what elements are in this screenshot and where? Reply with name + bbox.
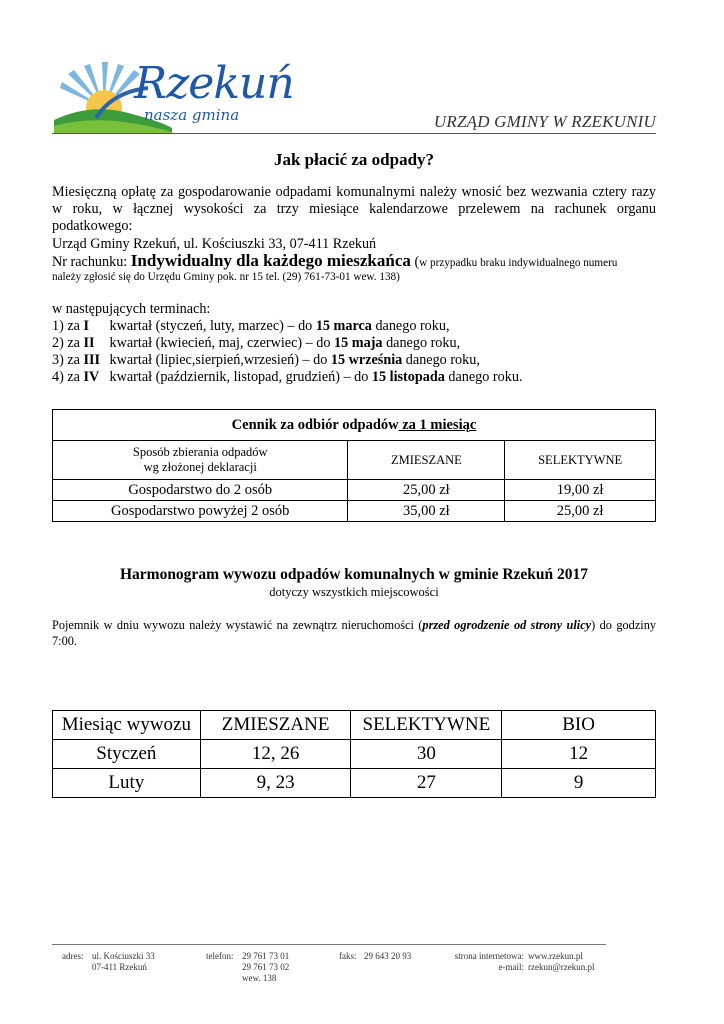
note-part-b: przed ogrodzenie od strony ulicy — [422, 618, 592, 632]
footer-address-label: adres: — [62, 951, 84, 961]
office-name: URZĄD GMINY W RZEKUNIU — [433, 112, 656, 131]
footer-web: www.rzekun.pl — [528, 951, 583, 961]
col-method-line1: Sposób zbierania odpadów — [132, 445, 268, 459]
term-line — [52, 318, 450, 335]
page-title: Jak płacić za odpady? — [273, 150, 435, 169]
schedule-subtitle: dotyczy wszystkich miejscowości — [269, 585, 439, 599]
account-note-2: należy zgłosić się do Urzędu Gminy pok. nr 15 tel. (29) 761-73-01 wew. 138) — [52, 271, 400, 283]
term-num: 1) za — [52, 318, 84, 334]
schedule-table — [52, 710, 656, 798]
cell-selective: 27 — [351, 769, 502, 798]
gmina-logo — [52, 58, 294, 134]
footer-phone-3: wew. 138 — [242, 973, 277, 983]
term-quarter: IV — [83, 369, 100, 385]
footer-phone-2: 29 761 73 02 — [242, 962, 290, 972]
col-month-header: Miesiąc wywozu — [53, 711, 201, 740]
note-part-c: ) do godziny 7:00. — [52, 618, 656, 648]
cell-mixed: 12, 26 — [200, 740, 351, 769]
cell-bio: 12 — [502, 740, 656, 769]
cell-month: Luty — [53, 769, 201, 798]
footer-address-1: ul. Kościuszki 33 — [92, 951, 155, 961]
term-suffix: danego roku, — [382, 335, 461, 351]
footer-phone-label: telefon: — [206, 951, 234, 961]
term-date: 15 września — [330, 352, 403, 368]
row-selective: 25,00 zł — [505, 501, 656, 522]
term-num: 4) za — [52, 369, 84, 385]
price-title-b: za 1 miesiąc — [398, 416, 477, 433]
schedule-title: Harmonogram wywozu odpadów komunalnych w gminie Rzekuń 2017 — [119, 566, 589, 583]
col-method-header — [53, 441, 348, 480]
table-row — [53, 501, 656, 522]
price-title-a: Cennik za odbiór odpadów — [231, 416, 399, 433]
term-months: kwartał (październik, listopad, grudzień) – do — [109, 369, 372, 385]
cell-mixed: 9, 23 — [200, 769, 351, 798]
col-bio-header: BIO — [502, 711, 656, 740]
table-row — [53, 740, 656, 769]
term-num: 2) za — [52, 335, 84, 351]
footer-web-label: strona internetowa: — [454, 951, 524, 961]
logo-wordmark: Rzekuń — [134, 58, 294, 109]
term-suffix: danego roku, — [371, 318, 450, 334]
office-address: Urząd Gminy Rzekuń, ul. Kościuszki 33, 07-411 Rzekuń — [52, 236, 377, 252]
col-selective-header: SELEKTYWNE — [505, 441, 656, 480]
footer-mail-label: e-mail: — [498, 962, 524, 972]
term-quarter: I — [83, 318, 90, 334]
term-suffix: danego roku, — [402, 352, 480, 368]
term-line — [52, 369, 522, 386]
col-mixed-header: ZMIESZANE — [348, 441, 505, 480]
account-paren: ( — [410, 254, 420, 270]
col-method-line2: wg złożonej deklaracji — [143, 460, 257, 474]
note-part-a: Pojemnik w dniu wywozu należy wystawić na zewnątrz nieruchomości ( — [52, 618, 423, 632]
term-date: 15 marca — [315, 318, 372, 334]
cell-month: Styczeń — [53, 740, 201, 769]
term-months: kwartał (styczeń, luty, marzec) – do — [109, 318, 316, 334]
intro-paragraph: Miesięczną opłatę za gospodarowanie odpadami komunalnymi należy wnosić bez wezwania cztery razy w roku, w łącznej wysokości za trzy miesiące kalendarzowe przelewem na rachunek organu podatkowego: — [52, 184, 656, 234]
footer-address-2: 07-411 Rzekuń — [92, 962, 147, 972]
cell-bio: 9 — [502, 769, 656, 798]
table-header-row — [53, 711, 656, 740]
row-mixed: 35,00 zł — [348, 501, 505, 522]
col-mixed-header: ZMIESZANE — [200, 711, 351, 740]
term-line — [52, 335, 460, 352]
footer-divider — [52, 944, 606, 945]
row-mixed: 25,00 zł — [348, 480, 505, 501]
table-row — [53, 480, 656, 501]
account-note-1: w przypadku braku indywidualnego numeru — [419, 257, 618, 269]
terms-intro: w następujących terminach: — [52, 301, 211, 317]
row-label: Gospodarstwo powyżej 2 osób — [53, 501, 348, 522]
term-quarter: II — [83, 335, 95, 351]
row-selective: 19,00 zł — [505, 480, 656, 501]
term-date: 15 maja — [334, 335, 383, 351]
cell-selective: 30 — [351, 740, 502, 769]
footer-phone-1: 29 761 73 01 — [242, 951, 290, 961]
account-value: Indywidualny dla każdego mieszkańca — [130, 251, 411, 270]
footer-fax: 29 643 20 93 — [364, 951, 412, 961]
term-months: kwartał (kwiecień, maj, czerwiec) – do — [109, 335, 335, 351]
price-table — [52, 409, 656, 522]
account-prefix: Nr rachunku: — [52, 254, 131, 270]
container-note — [52, 617, 656, 649]
col-selective-header: SELEKTYWNE — [351, 711, 502, 740]
term-num: 3) za — [52, 352, 84, 368]
footer-mail: rzekun@rzekun.pl — [528, 962, 595, 972]
table-row — [53, 769, 656, 798]
footer-fax-label: faks: — [339, 951, 357, 961]
row-label: Gospodarstwo do 2 osób — [53, 480, 348, 501]
term-months: kwartał (lipiec,sierpień,wrzesień) – do — [109, 352, 331, 368]
logo-tagline: nasza gmina — [144, 106, 240, 124]
price-table-title — [53, 410, 656, 441]
term-quarter: III — [83, 352, 101, 368]
term-suffix: danego roku. — [444, 369, 523, 385]
term-date: 15 listopada — [371, 369, 445, 385]
term-line — [52, 352, 480, 369]
header-divider — [52, 133, 656, 134]
